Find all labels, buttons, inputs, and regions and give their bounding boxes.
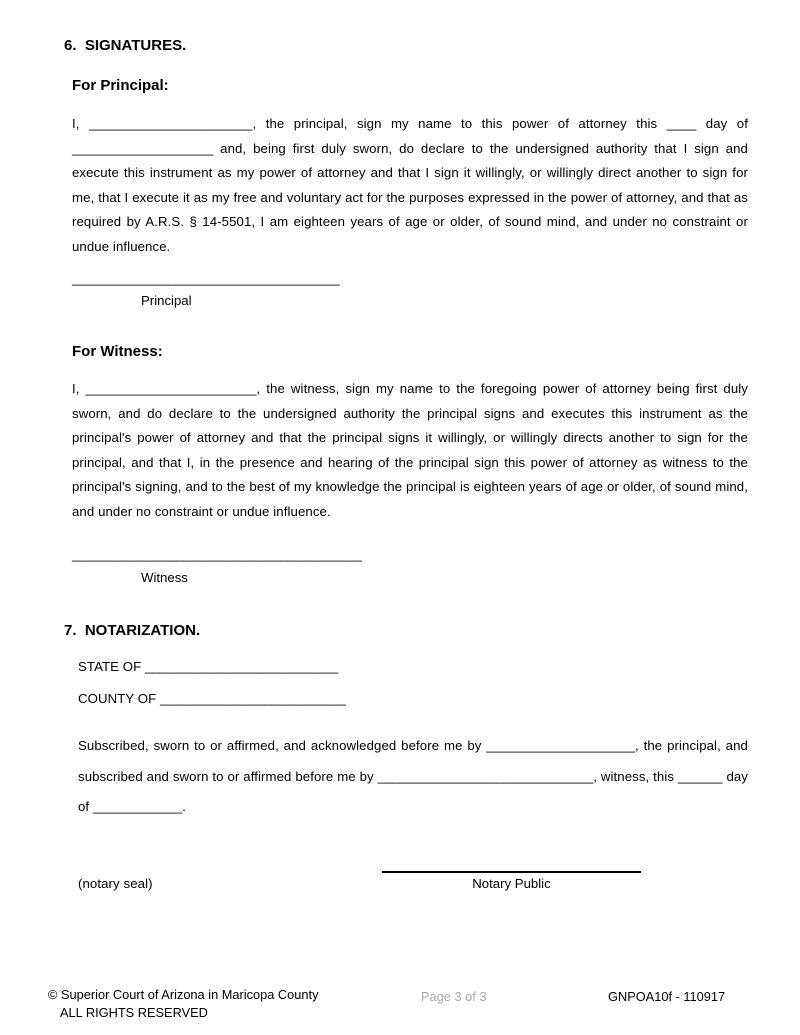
footer-page-number: Page 3 of 3	[421, 989, 487, 1004]
county-of-blank-line: COUNTY OF _________________________	[78, 691, 346, 706]
witness-declaration-paragraph: I, _______________________, the witness, sign my name to the foregoing power of attorney being first duly sworn, and do declare to the undersigned authority the principal signs and executes this instrument as the principal's power of attorney and that the principal signs it willingly, or willingly directs another to sign for the principal, and that I, in the presence and hearing of the principal sign this power of attorney as witness to the principal's signing, and to the best of my knowledge the principal is eighteen years of age or older, of sound mind, and under no constraint or undue influence.	[72, 381, 748, 519]
footer-form-code: GNPOA10f - 110917	[608, 989, 726, 1004]
state-of-blank-line: STATE OF __________________________	[78, 659, 339, 674]
section-notarization-heading: 7. NOTARIZATION.	[64, 622, 201, 639]
witness-signature-label: Witness	[141, 570, 188, 585]
notary-acknowledgment-paragraph: Subscribed, sworn to or affirmed, and acknowledged before me by ____________________, the principal, and subscribed and sworn to or affirmed before me by _____________________________, witness, this ______ day of ____________.	[78, 738, 748, 814]
principal-signature-label: Principal	[141, 293, 192, 308]
for-witness-heading: For Witness:	[72, 343, 163, 360]
principal-declaration-paragraph: I, ______________________, the principal, sign my name to this power of attorney this ____ day of ___________________ and, being first duly sworn, do declare to the undersigned authority that I sign and execute this instrument as my power of attorney and that I sign it willingly, or willingly direct another to sign for me, that I execute it as my free and voluntary act for the purposes expressed in the power of attorney, and that as required by A.R.S. § 14-5501, I am eighteen years of age or older, of sound mind, and under no constraint or undue influence.	[72, 116, 748, 254]
footer-copyright-line2: ALL RIGHTS RESERVED	[60, 1005, 208, 1020]
notary-seal-label: (notary seal)	[78, 876, 153, 891]
footer-copyright-line1: © Superior Court of Arizona in Maricopa County	[48, 987, 319, 1002]
notary-public-signature-line	[382, 871, 641, 873]
for-principal-heading: For Principal:	[72, 77, 169, 94]
notary-public-label: Notary Public	[472, 876, 551, 891]
principal-signature-line: ____________________________________	[72, 271, 340, 286]
witness-signature-line: _______________________________________	[72, 547, 362, 562]
section-signatures-heading: 6. SIGNATURES.	[64, 37, 187, 54]
